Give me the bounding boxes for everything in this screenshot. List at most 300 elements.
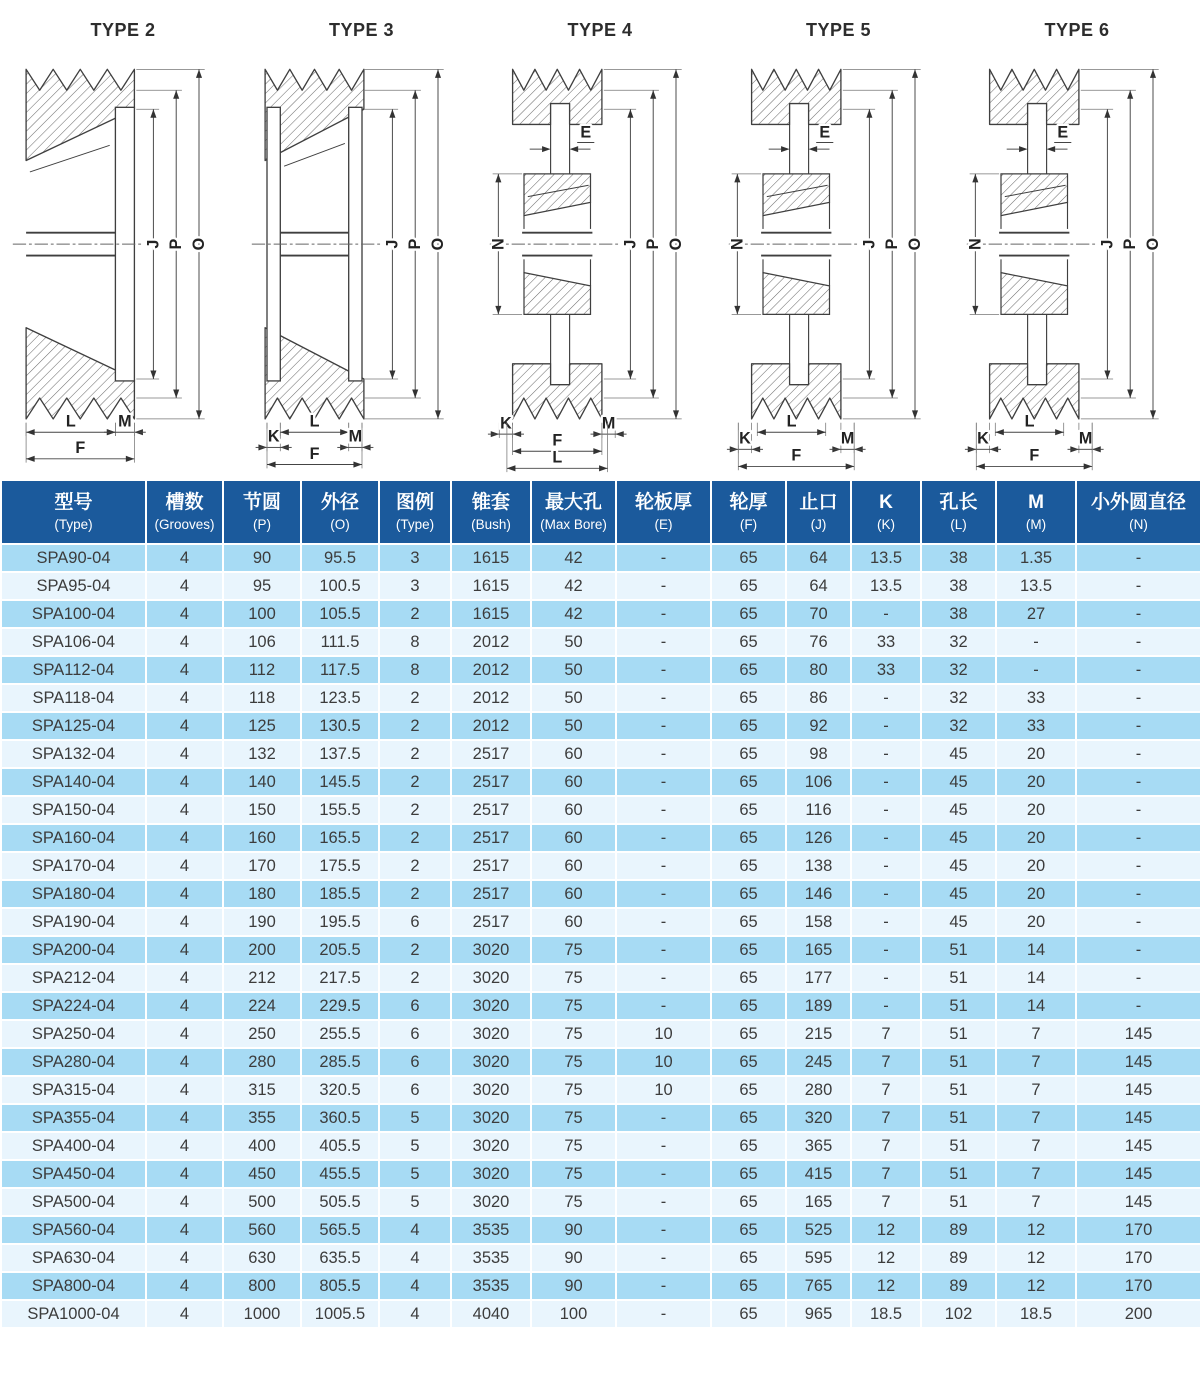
cell: SPA280-04 [1, 1048, 146, 1076]
cell: 505.5 [301, 1188, 379, 1216]
column-header-e [616, 480, 711, 544]
cell: 51 [921, 1020, 996, 1048]
cell: - [1076, 572, 1200, 600]
cell: 450 [223, 1160, 301, 1188]
header-en: (L) [950, 516, 967, 532]
svg-text:F: F [790, 446, 801, 465]
cell: 13.5 [996, 572, 1076, 600]
cell: 4 [146, 1160, 223, 1188]
table-row [1, 992, 1200, 1020]
cell: - [616, 684, 711, 712]
cell: 7 [996, 1188, 1076, 1216]
cell: 75 [531, 1048, 616, 1076]
cell: 4 [146, 740, 223, 768]
table-row [1, 572, 1200, 600]
table-body [1, 544, 1200, 1328]
cell: 117.5 [301, 656, 379, 684]
table-row [1, 1216, 1200, 1244]
cell: 65 [711, 1132, 786, 1160]
cell: - [616, 1216, 711, 1244]
cell: 2 [379, 740, 451, 768]
cell: 10 [616, 1020, 711, 1048]
cell: 7 [851, 1160, 921, 1188]
cell: 5 [379, 1132, 451, 1160]
cell: 8 [379, 656, 451, 684]
svg-text:F: F [75, 439, 86, 458]
table-row [1, 1020, 1200, 1048]
cell: 5 [379, 1104, 451, 1132]
cell: 405.5 [301, 1132, 379, 1160]
column-header-l [921, 480, 996, 544]
cell: 12 [851, 1272, 921, 1300]
cell: 45 [921, 908, 996, 936]
header-en: (Type) [54, 516, 93, 532]
cell: - [1076, 600, 1200, 628]
cell: SPA190-04 [1, 908, 146, 936]
cell: - [1076, 628, 1200, 656]
cell: 118 [223, 684, 301, 712]
cell: 4 [146, 656, 223, 684]
cell: 2012 [451, 712, 531, 740]
cell: 7 [851, 1188, 921, 1216]
cell: - [851, 936, 921, 964]
cell: 75 [531, 1188, 616, 1216]
cell: 150 [223, 796, 301, 824]
cell: 75 [531, 992, 616, 1020]
cell: 4 [146, 1020, 223, 1048]
cell: 3020 [451, 1020, 531, 1048]
svg-text:L: L [786, 412, 796, 431]
column-header-m [996, 480, 1076, 544]
diagram-panel-type-5 [722, 10, 956, 487]
cell: 2 [379, 964, 451, 992]
cell: 132 [223, 740, 301, 768]
cell: 2 [379, 796, 451, 824]
cell: 89 [921, 1244, 996, 1272]
cell: SPA250-04 [1, 1020, 146, 1048]
cell: SPA1000-04 [1, 1300, 146, 1328]
cell: - [1076, 544, 1200, 572]
cell: 165 [786, 936, 851, 964]
cell: 4 [146, 544, 223, 572]
table-row [1, 1132, 1200, 1160]
cell: 95 [223, 572, 301, 600]
cell: 2517 [451, 824, 531, 852]
svg-text:L: L [552, 448, 563, 467]
cell: SPA400-04 [1, 1132, 146, 1160]
cell: - [616, 628, 711, 656]
cell: 65 [711, 712, 786, 740]
diagram-panel-type-4 [483, 10, 717, 487]
cell: 145 [1076, 1020, 1200, 1048]
cell: 3535 [451, 1272, 531, 1300]
pulley-cross-section-drawing [248, 44, 476, 487]
cell: 42 [531, 572, 616, 600]
cell: 100 [531, 1300, 616, 1328]
cell: 33 [851, 628, 921, 656]
pulley-cross-section-drawing [486, 44, 714, 487]
cell: - [616, 1104, 711, 1132]
cell: 20 [996, 796, 1076, 824]
cell: SPA90-04 [1, 544, 146, 572]
svg-text:O: O [905, 237, 924, 251]
cell: 805.5 [301, 1272, 379, 1300]
cell: - [616, 796, 711, 824]
header-en: (Bush) [471, 516, 511, 532]
cell: SPA95-04 [1, 572, 146, 600]
cell: 65 [711, 1160, 786, 1188]
header-zh: 止口 [799, 492, 838, 514]
cell: 116 [786, 796, 851, 824]
cell: 146 [786, 880, 851, 908]
cell: 51 [921, 964, 996, 992]
cell: 595 [786, 1244, 851, 1272]
table-row [1, 1076, 1200, 1104]
cell: 2517 [451, 880, 531, 908]
cell: 5 [379, 1160, 451, 1188]
cell: - [851, 852, 921, 880]
header-en: (P) [253, 516, 271, 532]
cell: - [851, 880, 921, 908]
header-zh: 锥套 [471, 492, 510, 514]
cell: 2 [379, 824, 451, 852]
cell: 4 [146, 796, 223, 824]
cell: 45 [921, 852, 996, 880]
cell: 75 [531, 1020, 616, 1048]
cell: 33 [996, 712, 1076, 740]
cell: 145.5 [301, 768, 379, 796]
cell: 14 [996, 936, 1076, 964]
column-header-f [711, 480, 786, 544]
cell: 60 [531, 824, 616, 852]
cell: 4 [146, 684, 223, 712]
cell: - [616, 572, 711, 600]
cell: 27 [996, 600, 1076, 628]
cell: 42 [531, 600, 616, 628]
cell: - [1076, 712, 1200, 740]
cell: 38 [921, 600, 996, 628]
cell: 42 [531, 544, 616, 572]
cell: 400 [223, 1132, 301, 1160]
cell: 224 [223, 992, 301, 1020]
cell: 280 [223, 1048, 301, 1076]
cell: 158 [786, 908, 851, 936]
cell: SPA200-04 [1, 936, 146, 964]
cell: 6 [379, 1048, 451, 1076]
cell: 64 [786, 572, 851, 600]
cell: 212 [223, 964, 301, 992]
cell: 106 [786, 768, 851, 796]
svg-text:J: J [1098, 239, 1117, 249]
svg-text:M: M [1078, 429, 1093, 448]
cell: 7 [996, 1160, 1076, 1188]
table-header [1, 480, 1200, 544]
cell: 965 [786, 1300, 851, 1328]
cell: - [616, 992, 711, 1020]
cell: 105.5 [301, 600, 379, 628]
cell: 3020 [451, 964, 531, 992]
svg-text:O: O [190, 237, 209, 251]
column-header-j [786, 480, 851, 544]
cell: SPA630-04 [1, 1244, 146, 1272]
table-row [1, 1244, 1200, 1272]
header-row [1, 480, 1200, 544]
cell: 18.5 [996, 1300, 1076, 1328]
cell: 3020 [451, 936, 531, 964]
cell: 360.5 [301, 1104, 379, 1132]
cell: 4 [379, 1272, 451, 1300]
cell: 217.5 [301, 964, 379, 992]
cell: 560 [223, 1216, 301, 1244]
cell: 89 [921, 1216, 996, 1244]
cell: 51 [921, 992, 996, 1020]
cell: 4 [146, 1076, 223, 1104]
table-row [1, 768, 1200, 796]
table-row [1, 1300, 1200, 1328]
cell: 215 [786, 1020, 851, 1048]
cell: 2012 [451, 684, 531, 712]
cell: 7 [851, 1104, 921, 1132]
cell: 65 [711, 656, 786, 684]
cell: 2 [379, 712, 451, 740]
cell: 10 [616, 1076, 711, 1104]
pulley-cross-section-drawing [963, 44, 1191, 487]
svg-text:O: O [667, 237, 685, 251]
header-zh: 轮厚 [729, 492, 768, 514]
svg-text:N: N [727, 238, 746, 250]
cell: 185.5 [301, 880, 379, 908]
svg-text:F: F [309, 444, 319, 463]
cell: SPA150-04 [1, 796, 146, 824]
cell: 75 [531, 1104, 616, 1132]
cell: 155.5 [301, 796, 379, 824]
table-row [1, 852, 1200, 880]
cell: 80 [786, 656, 851, 684]
cell: 65 [711, 768, 786, 796]
svg-text:K: K [267, 427, 279, 446]
cell: 86 [786, 684, 851, 712]
cell: - [616, 852, 711, 880]
cell: - [616, 768, 711, 796]
cell: 18.5 [851, 1300, 921, 1328]
header-zh: 外径 [320, 492, 359, 514]
cell: SPA106-04 [1, 628, 146, 656]
cell: 175.5 [301, 852, 379, 880]
column-header-type [379, 480, 451, 544]
cell: 2 [379, 852, 451, 880]
svg-text:O: O [428, 237, 447, 251]
table-row [1, 684, 1200, 712]
cell: 60 [531, 768, 616, 796]
cell: 2 [379, 936, 451, 964]
cell: 365 [786, 1132, 851, 1160]
diagrams-row [0, 0, 1200, 467]
cell: 4040 [451, 1300, 531, 1328]
header-en: (Max Bore) [540, 516, 607, 532]
diagram-panel-type-6 [960, 10, 1194, 487]
cell: 7 [996, 1048, 1076, 1076]
cell: 4 [379, 1216, 451, 1244]
cell: 4 [146, 768, 223, 796]
cell: 45 [921, 740, 996, 768]
cell: 65 [711, 992, 786, 1020]
cell: 250 [223, 1020, 301, 1048]
svg-text:E: E [1057, 123, 1069, 142]
cell: 205.5 [301, 936, 379, 964]
cell: - [1076, 656, 1200, 684]
cell: 255.5 [301, 1020, 379, 1048]
cell: - [616, 908, 711, 936]
table-row [1, 712, 1200, 740]
cell: 111.5 [301, 628, 379, 656]
svg-text:J: J [859, 239, 878, 249]
cell: 2012 [451, 628, 531, 656]
cell: 90 [223, 544, 301, 572]
cell: 32 [921, 712, 996, 740]
cell: 190 [223, 908, 301, 936]
cell: - [616, 1244, 711, 1272]
cell: 7 [996, 1132, 1076, 1160]
column-header-k [851, 480, 921, 544]
header-zh: 节圆 [242, 492, 281, 514]
cell: 320 [786, 1104, 851, 1132]
cell: - [616, 1160, 711, 1188]
cell: - [616, 600, 711, 628]
cell: - [851, 740, 921, 768]
cell: - [616, 824, 711, 852]
cell: 4 [146, 1132, 223, 1160]
cell: - [1076, 824, 1200, 852]
column-header-p [223, 480, 301, 544]
header-en: (F) [739, 516, 758, 532]
header-zh: 最大孔 [544, 492, 602, 514]
cell: 65 [711, 880, 786, 908]
cell: 50 [531, 712, 616, 740]
column-header-o [301, 480, 379, 544]
column-header-grooves [146, 480, 223, 544]
table-row [1, 1188, 1200, 1216]
cell: 7 [996, 1076, 1076, 1104]
cell: 177 [786, 964, 851, 992]
cell: 280 [786, 1076, 851, 1104]
table-row [1, 1160, 1200, 1188]
cell: - [616, 964, 711, 992]
cell: 64 [786, 544, 851, 572]
table-row [1, 796, 1200, 824]
cell: 3020 [451, 1132, 531, 1160]
cell: 60 [531, 852, 616, 880]
cell: 145 [1076, 1188, 1200, 1216]
cell: 65 [711, 1216, 786, 1244]
cell: - [1076, 936, 1200, 964]
cell: 3 [379, 544, 451, 572]
cell: 4 [146, 600, 223, 628]
cell: - [851, 992, 921, 1020]
cell: 800 [223, 1272, 301, 1300]
svg-text:P: P [167, 238, 186, 250]
cell: - [616, 1132, 711, 1160]
header-zh: 小外圆直径 [1090, 492, 1186, 514]
diagram-panel-type-2 [6, 10, 240, 487]
cell: - [616, 740, 711, 768]
cell: 60 [531, 880, 616, 908]
cell: - [616, 880, 711, 908]
cell: 189 [786, 992, 851, 1020]
diagram-title: TYPE 2 [90, 20, 156, 40]
header-en: (M) [1025, 516, 1047, 532]
cell: 50 [531, 684, 616, 712]
column-header-bush [451, 480, 531, 544]
cell: 76 [786, 628, 851, 656]
cell: - [851, 908, 921, 936]
cell: 65 [711, 544, 786, 572]
cell: 170 [1076, 1216, 1200, 1244]
cell: 195.5 [301, 908, 379, 936]
cell: 14 [996, 964, 1076, 992]
cell: 2 [379, 880, 451, 908]
svg-text:M: M [348, 427, 362, 446]
table-row [1, 824, 1200, 852]
cell: 65 [711, 908, 786, 936]
cell: 65 [711, 1272, 786, 1300]
cell: - [1076, 740, 1200, 768]
cell: 75 [531, 964, 616, 992]
cell: 4 [146, 712, 223, 740]
cell: 60 [531, 740, 616, 768]
cell: 3535 [451, 1244, 531, 1272]
svg-text:O: O [1144, 237, 1162, 251]
cell: - [851, 824, 921, 852]
cell: 4 [146, 1216, 223, 1244]
cell: 1615 [451, 572, 531, 600]
cell: - [1076, 852, 1200, 880]
cell: 4 [146, 1272, 223, 1300]
cell: 45 [921, 768, 996, 796]
cell: 245 [786, 1048, 851, 1076]
cell: SPA560-04 [1, 1216, 146, 1244]
cell: - [1076, 768, 1200, 796]
cell: 140 [223, 768, 301, 796]
cell: 65 [711, 740, 786, 768]
cell: - [616, 544, 711, 572]
cell: - [851, 600, 921, 628]
cell: 4 [146, 852, 223, 880]
cell: 12 [996, 1272, 1076, 1300]
cell: - [996, 628, 1076, 656]
cell: 45 [921, 824, 996, 852]
svg-text:L: L [1024, 412, 1035, 431]
cell: 50 [531, 628, 616, 656]
cell: 90 [531, 1216, 616, 1244]
cell: 2 [379, 600, 451, 628]
svg-text:J: J [621, 239, 640, 249]
table-row [1, 964, 1200, 992]
cell: 90 [531, 1272, 616, 1300]
cell: 1615 [451, 600, 531, 628]
cell: 65 [711, 1076, 786, 1104]
cell: 12 [851, 1244, 921, 1272]
cell: 4 [146, 572, 223, 600]
cell: - [616, 1188, 711, 1216]
header-en: (J) [810, 516, 827, 532]
cell: - [1076, 992, 1200, 1020]
table-row [1, 908, 1200, 936]
cell: 123.5 [301, 684, 379, 712]
cell: 50 [531, 656, 616, 684]
cell: 65 [711, 628, 786, 656]
cell: - [851, 684, 921, 712]
cell: 32 [921, 656, 996, 684]
